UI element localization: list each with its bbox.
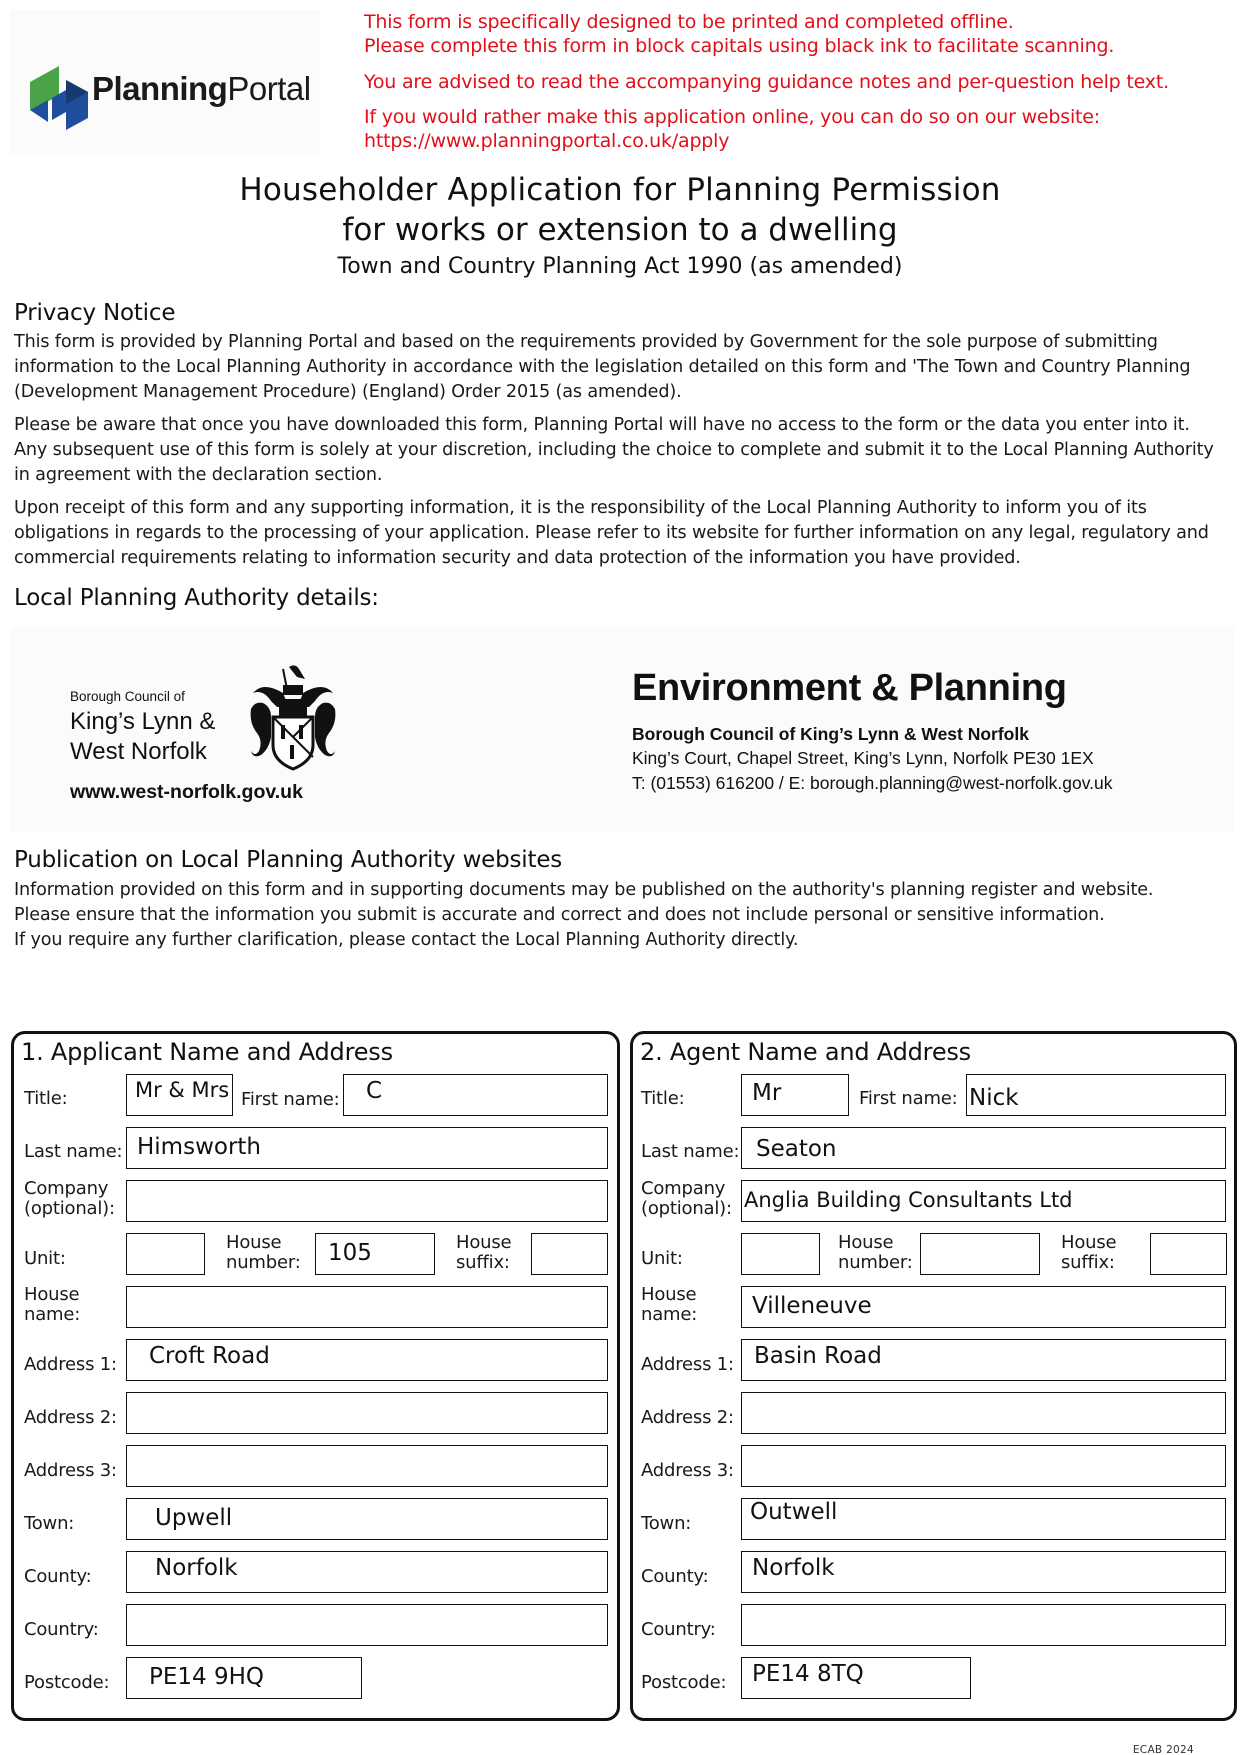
country-label: Country: <box>24 1619 99 1640</box>
council-name: King’s Lynn & West Norfolk <box>70 708 216 765</box>
notice-guidance: You are advised to read the accompanying guidance notes and per-question help text. <box>364 71 1169 93</box>
first-name-label: First name: <box>859 1088 958 1109</box>
agent-country-field[interactable] <box>741 1604 1226 1646</box>
privacy-heading: Privacy Notice <box>14 300 176 326</box>
applicant-town-field[interactable]: Upwell <box>126 1498 608 1540</box>
agent-title-field[interactable]: Mr <box>741 1074 849 1116</box>
agent-section <box>630 1031 1237 1721</box>
agent-first-name-field[interactable]: Nick <box>966 1074 1226 1116</box>
planning-portal-logo-icon <box>22 52 92 132</box>
council-website[interactable]: www.west-norfolk.gov.uk <box>70 781 303 803</box>
town-label: Town: <box>24 1513 75 1534</box>
agent-address2-field[interactable] <box>741 1392 1226 1434</box>
department-address: King’s Court, Chapel Street, King’s Lynn, Norfolk PE30 1EX <box>632 748 1094 768</box>
notice-block-capitals: Please complete this form in block capitals using black ink to facilitate scanning. <box>364 35 1115 57</box>
agent-town-field[interactable]: Outwell <box>741 1498 1226 1540</box>
department-contact: T: (01553) 616200 / E: borough.planning@west-norfolk.gov.uk <box>632 773 1113 793</box>
house-name-label: House name: <box>24 1284 81 1325</box>
last-name-label: Last name: <box>641 1141 740 1162</box>
agent-postcode-field[interactable]: PE14 8TQ <box>741 1657 971 1699</box>
applicant-house-number-field[interactable]: 105 <box>315 1233 435 1275</box>
applicant-country-field[interactable] <box>126 1604 608 1646</box>
country-label: Country: <box>641 1619 716 1640</box>
agent-last-name-field[interactable]: Seaton <box>741 1127 1226 1169</box>
applicant-house-suffix-field[interactable] <box>531 1233 608 1275</box>
agent-county-field[interactable]: Norfolk <box>741 1551 1226 1593</box>
agent-house-name-field[interactable]: Villeneuve <box>741 1286 1226 1328</box>
agent-company-field[interactable]: Anglia Building Consultants Ltd <box>741 1180 1226 1222</box>
house-number-label: House number: <box>838 1232 913 1273</box>
form-act: Town and Country Planning Act 1990 (as amended) <box>337 254 903 279</box>
applicant-company-field[interactable] <box>126 1180 608 1222</box>
privacy-paragraph-3: Upon receipt of this form and any supporting information, it is the responsibility of the Local Planning Authority to inform you of its obligations in regards to the processing of your application. Please refer to its website for further information on any legal, regulatory and commercial requirements relating to information security and data protection of the information you have provided. <box>14 498 1209 568</box>
house-number-label: House number: <box>226 1232 301 1273</box>
unit-label: Unit: <box>24 1248 66 1269</box>
lpa-banner <box>10 627 1235 832</box>
council-label: Borough Council of <box>70 689 185 704</box>
applicant-house-name-field[interactable] <box>126 1286 608 1328</box>
department-title: Environment & Planning <box>632 667 1067 709</box>
applicant-address2-field[interactable] <box>126 1392 608 1434</box>
publication-heading: Publication on Local Planning Authority websites <box>14 847 563 873</box>
lpa-heading: Local Planning Authority details: <box>14 585 379 611</box>
applicant-heading: 1. Applicant Name and Address <box>21 1038 393 1066</box>
agent-heading: 2. Agent Name and Address <box>640 1038 971 1066</box>
last-name-label: Last name: <box>24 1141 123 1162</box>
agent-house-number-field[interactable] <box>920 1233 1040 1275</box>
address1-label: Address 1: <box>24 1354 117 1375</box>
house-suffix-label: House suffix: <box>456 1232 512 1273</box>
applicant-address1-field[interactable]: Croft Road <box>126 1339 608 1381</box>
house-suffix-label: House suffix: <box>1061 1232 1117 1273</box>
postcode-label: Postcode: <box>641 1672 727 1693</box>
agent-address3-field[interactable] <box>741 1445 1226 1487</box>
form-title: Householder Application for Planning Permission <box>239 172 1001 208</box>
applicant-first-name-field[interactable]: C <box>343 1074 608 1116</box>
unit-label: Unit: <box>641 1248 683 1269</box>
first-name-label: First name: <box>241 1089 340 1110</box>
address2-label: Address 2: <box>641 1407 734 1428</box>
title-label: Title: <box>641 1088 685 1109</box>
company-label: Company (optional): <box>24 1178 115 1219</box>
postcode-label: Postcode: <box>24 1672 110 1693</box>
department-org: Borough Council of King’s Lynn & West Norfolk <box>632 724 1029 744</box>
agent-unit-field[interactable] <box>741 1233 820 1275</box>
town-label: Town: <box>641 1513 692 1534</box>
form-code: ECAB 2024 <box>1132 1744 1194 1755</box>
address3-label: Address 3: <box>641 1460 734 1481</box>
applicant-title-field[interactable]: Mr & Mrs <box>126 1074 233 1116</box>
privacy-paragraph-2: Please be aware that once you have downloaded this form, Planning Portal will have no access to the form or the data you enter into it. Any subsequent use of this form is solely at your discretion, including the choice to complete and submit it to the Local Planning Authority in agreement with the declaration section. <box>14 415 1214 485</box>
county-label: County: <box>641 1566 709 1587</box>
applicant-unit-field[interactable] <box>126 1233 205 1275</box>
privacy-paragraph-1: This form is provided by Planning Portal and based on the requirements provided by Government for the sole purpose of submitting information to the Local Planning Authority in accordance with the legislation detailed on this form and 'The Town and Country Planning (Development Management Procedure) (England) Order 2015 (as amended). <box>14 332 1191 402</box>
form-subtitle: for works or extension to a dwelling <box>342 212 898 248</box>
county-label: County: <box>24 1566 92 1587</box>
apply-online-link[interactable]: https://www.planningportal.co.uk/apply <box>364 130 730 152</box>
applicant-county-field[interactable]: Norfolk <box>126 1551 608 1593</box>
applicant-section <box>11 1031 620 1721</box>
address1-label: Address 1: <box>641 1354 734 1375</box>
house-name-label: House name: <box>641 1284 698 1325</box>
planning-portal-logo <box>10 10 320 155</box>
address2-label: Address 2: <box>24 1407 117 1428</box>
title-label: Title: <box>24 1088 68 1109</box>
publication-text: Information provided on this form and in supporting documents may be published on the authority's planning register and website. Please ensure that the information you submit is accurate and correct and does not include personal or sensitive information. If you require any further clarification, please contact the Local Planning Authority directly. <box>14 880 1154 950</box>
agent-address1-field[interactable]: Basin Road <box>741 1339 1226 1381</box>
agent-house-suffix-field[interactable] <box>1150 1233 1227 1275</box>
planning-portal-wordmark: PlanningPortal <box>92 70 311 107</box>
coat-of-arms-icon <box>243 663 343 773</box>
applicant-last-name-field[interactable]: Himsworth <box>126 1127 608 1169</box>
applicant-postcode-field[interactable]: PE14 9HQ <box>126 1657 362 1699</box>
notice-online: If you would rather make this application online, you can do so on our website: <box>364 106 1100 128</box>
company-label: Company (optional): <box>641 1178 732 1219</box>
address3-label: Address 3: <box>24 1460 117 1481</box>
notice-offline: This form is specifically designed to be printed and completed offline. <box>364 11 1014 33</box>
applicant-address3-field[interactable] <box>126 1445 608 1487</box>
